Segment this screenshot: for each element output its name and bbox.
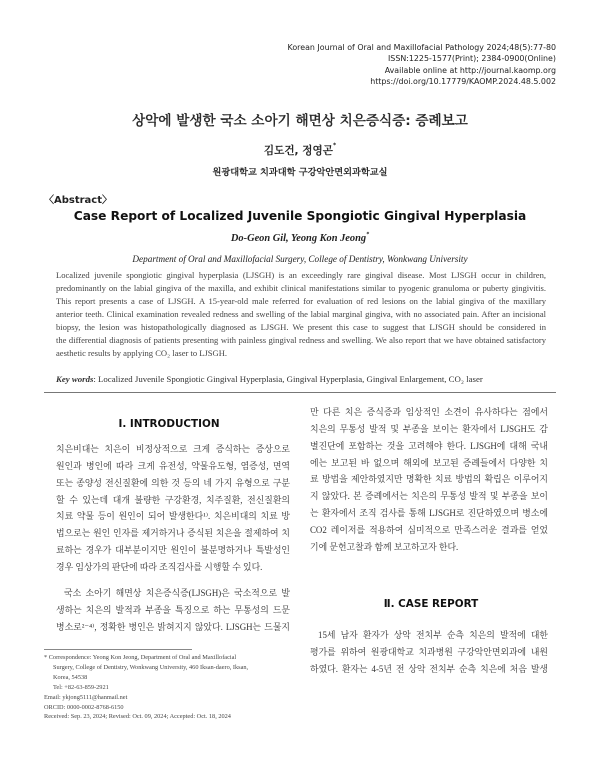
footnote-divider: [44, 649, 192, 650]
english-author-names: Do-Geon Gil, Yeong Kon Jeong: [230, 233, 367, 244]
footnote-tel: Tel: +82-63-859-2921: [53, 683, 109, 691]
section-divider: [44, 392, 556, 393]
body-line: 할 수 있는데 대개 불량한 구강환경, 치주질환, 전신질환의: [56, 494, 290, 505]
keywords: [56, 374, 556, 384]
body-line: 하였다. 환자는 4-5년 전 상악 전치부 순측 치은에 처음 발생: [310, 663, 548, 674]
keywords-label: Key words: [56, 374, 94, 384]
footnote-orcid: ORCID: 0000-0002-8768-6150: [44, 703, 124, 711]
body-line: 15세 남자 환자가 상악 전치부 순측 치은의 발적에 대한: [318, 630, 548, 640]
body-line: 에는 보고된 바 없으며 해외에 보고된 증례들에서 다양한 치: [310, 457, 548, 468]
body-line: 료 방법을 제안하였지만 명확한 치료 방법의 확립은 이루어지: [310, 474, 548, 485]
body-line: 별진단에 포함하는 것을 고려해야 한다. LJSGH에 대해 국내: [310, 440, 548, 451]
abstract-body: [56, 269, 546, 360]
english-authors: [0, 233, 600, 244]
body-line: CO2 레이저를 적용하여 심미적으로 만족스러운 결과를 얻었: [310, 524, 548, 535]
korean-affiliation: 원광대학교 치과대학 구강악안면외과학교실: [212, 167, 388, 178]
body-line: 는 환자에서 조직 검사를 통해 LJSGH로 진단하였으며 병소에: [310, 508, 548, 519]
introduction-para-2-continued: [310, 404, 548, 556]
body-line: 병소로²⁻⁴⁾, 정확한 병인은 밝혀지지 않았다. LJSGH는 드물지: [56, 621, 290, 632]
abstract-line: aesthetic results by applying CO₂ laser to LJSGH.: [56, 347, 228, 358]
journal-url[interactable]: Available online at http://journal.kaomp.org: [384, 65, 556, 75]
footnote-line: Surgery, College of Dentistry, Wonkwang University, 460 Iksan-daero, Iksan,: [53, 663, 249, 671]
body-line: 만 다른 치은 증식증과 임상적인 소견이 유사하다는 점에서: [310, 407, 548, 417]
body-line: 치은비대는 치은이 비정상적으로 크게 증식하는 증상으로: [56, 444, 290, 454]
footnote-email[interactable]: Email: ykjong5111@hanmail.net: [44, 693, 128, 701]
footnote-line: * Correspondence: Yeong Kon Jeong, Department of Oral and Maxillofacial: [44, 654, 237, 661]
case-report-para-1: [310, 627, 548, 678]
body-line: 생하는 치은의 발적과 부종을 특징으로 하는 무통성의 드문: [56, 604, 290, 615]
body-line: 기에 문헌고찰과 함께 보고하고자 한다.: [310, 541, 459, 552]
keywords-list: : Localized Juvenile Spongiotic Gingival Hyperplasia, Gingival Hyperplasia, Gingival Enlargement, CO₂ laser: [93, 374, 483, 384]
journal-doi[interactable]: https://doi.org/10.17779/KAOMP.2024.48.5.002: [370, 77, 556, 87]
introduction-para-2: [56, 585, 290, 636]
abstract-line: the differential diagnosis of patients presenting with painless gingival redness and swelling. We also report that we have obtained satisfactory: [56, 334, 546, 345]
journal-name: Korean Journal of Oral and Maxillofacial Pathology 2024;48(5):77-80: [287, 43, 556, 52]
abstract-line: biopsy, the lesion was histopathologically diagnosed as LJSGH. We present this case to suggest that LJSGH should be considered in: [56, 321, 546, 332]
body-line: 국소 소아기 해면상 치은증식증(LJSGH)은 국소적으로 발: [64, 588, 290, 598]
abstract-line: This report presents a case of LJSGH. A 15-year-old male referred for evaluation of red lesions on the labial gingiva of the maxillary: [56, 295, 546, 306]
abstract-line: anterior teeth. Clinical examination revealed redness and swelling of the labial marginal gingiva, with no associated pain. After an incisional: [56, 308, 546, 319]
korean-authors: [0, 143, 600, 158]
body-line: 법으로는 원인 인자를 제거하거나 증식된 치은을 절제하여 치: [56, 528, 290, 539]
body-line: 료하는 경우가 대부분이지만 원인이 불분명하거나 특발성인: [56, 545, 290, 556]
body-line: 치료 약물 등이 원인이 되어 발생한다¹⁾. 치은비대의 치료 방: [56, 511, 290, 522]
abstract-line: predominantly on the labial gingiva of the maxilla, and exhibit clinical manifestations similar to pyogenic granuloma or puberty gingivitis.: [56, 282, 546, 293]
abstract-label: 〈Abstract〉: [44, 195, 113, 206]
footnote-dates: Received: Sep. 23, 2024; Revised: Oct. 09, 2024; Accepted: Oct. 18, 2024: [44, 713, 231, 721]
body-line: 또는 종양성 전신질환에 의한 것 등의 네 가지 유형으로 구분: [56, 477, 290, 488]
body-line: 지 않았다. 본 증례에서는 치은의 무통성 발적 및 부종을 보이: [310, 491, 548, 502]
english-title: Case Report of Localized Juvenile Spongiotic Gingival Hyperplasia: [73, 209, 527, 223]
korean-author-mark: *: [332, 142, 337, 149]
english-affiliation: Department of Oral and Maxillofacial Surgery, College of Dentistry, Wonkwang University: [132, 254, 468, 264]
introduction-para-1: [56, 441, 290, 576]
korean-author-names: 김도건, 정영곤: [263, 145, 333, 157]
introduction-heading: Ⅰ. INTRODUCTION: [118, 418, 220, 430]
correspondence-footnote: [44, 653, 294, 722]
body-line: 평가를 위하여 원광대학교 치과병원 구강악안면외과에 내원: [310, 646, 548, 657]
footnote-line: Korea, 54538: [53, 673, 88, 681]
case-report-heading: Ⅱ. CASE REPORT: [383, 598, 479, 610]
english-author-mark: *: [366, 232, 370, 238]
abstract-line: Localized juvenile spongiotic gingival hyperplasia (LJSGH) is an exceedingly rare gingival disease. Most LJSGH occur in children,: [56, 270, 546, 280]
journal-citation: [288, 42, 556, 88]
journal-issn: ISSN:1225-1577(Print); 2384-0900(Online): [387, 54, 556, 64]
body-line: 치은의 무통성 발적 및 부종을 보이는 환자에서 LJSGH도 감: [310, 423, 548, 434]
body-line: 경우 임상가의 판단에 따라 조직검사를 시행할 수 있다.: [56, 561, 263, 572]
korean-title: 상악에 발생한 국소 소아기 해면상 치은증식증: 증례보고: [132, 113, 468, 129]
body-line: 원인과 병인에 따라 크게 유전성, 약물유도형, 염증성, 면역: [56, 460, 290, 471]
